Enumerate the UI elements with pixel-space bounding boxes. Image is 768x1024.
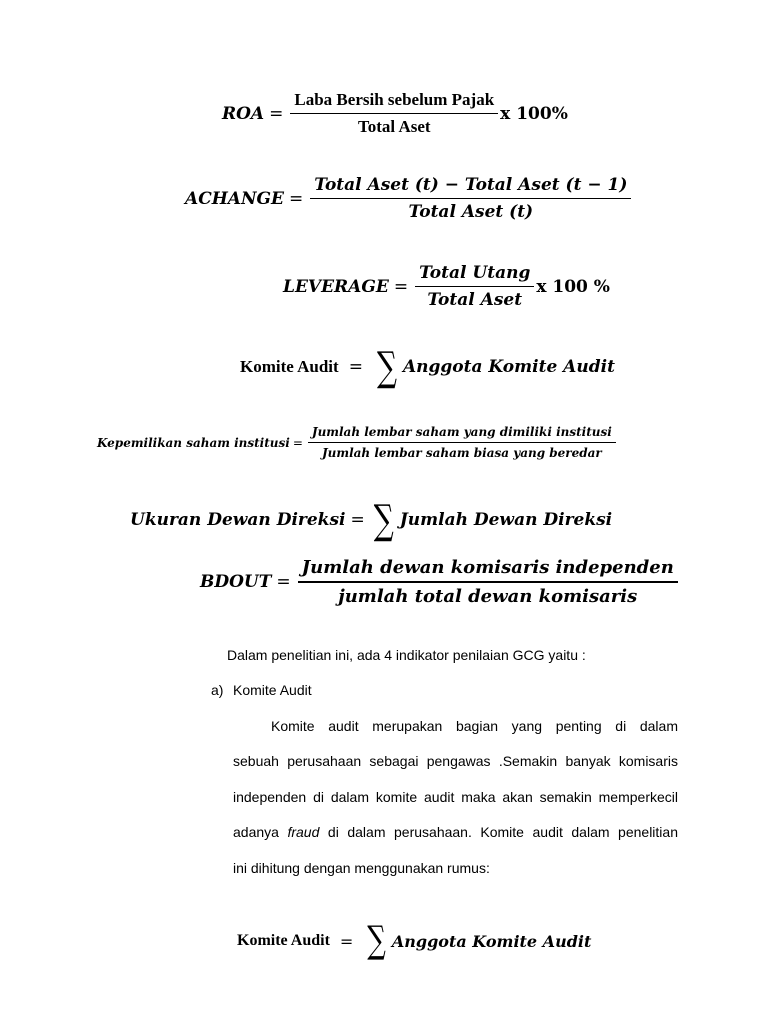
formula-komite-audit-bottom (237, 919, 592, 963)
leverage-denominator: Total Aset (415, 286, 534, 310)
paragraph-line-1-text: Komite audit merupakan bagian yang penting di dalam (271, 718, 678, 734)
achange-numerator: Total Aset (t) − Total Aset (t − 1) (314, 175, 628, 195)
formula-roa (222, 90, 568, 137)
roa-multiplier: x 100% (500, 103, 568, 124)
komite-bottom-lhs: Komite Audit (237, 932, 330, 949)
achange-eq: = (289, 188, 304, 209)
paragraph-line-5: ini dihitung dengan menggunakan rumus: (233, 860, 490, 876)
bdout-fraction (300, 557, 676, 607)
paragraph-line-4-pre: adanya (233, 824, 288, 840)
bdout-numerator: Jumlah dewan komisaris independen (301, 557, 674, 578)
leverage-eq: = (393, 276, 409, 297)
komite-bottom-rhs: Anggota Komite Audit (391, 931, 592, 951)
kepemilikan-fraction (310, 425, 614, 460)
achange-lhs: ACHANGE (185, 188, 284, 209)
komite-bottom-sigma-icon: ∑ (367, 919, 386, 963)
komite-top-lhs: Komite Audit (240, 356, 339, 376)
paragraph-line-2-text: sebuah perusahaan sebagai pengawas .Semakin banyak komisaris (233, 753, 678, 769)
komite-top-eq: = (348, 356, 363, 377)
komite-bottom-eq: = (339, 931, 354, 951)
formula-komite-audit-top (240, 342, 615, 391)
roa-fraction (292, 90, 496, 137)
kepemilikan-lhs: Kepemilikan saham institusi (97, 435, 290, 450)
achange-denominator: Total Aset (t) (310, 198, 631, 222)
paragraph-line-2 (233, 751, 678, 771)
roa-denominator: Total Aset (290, 113, 498, 137)
bdout-lhs: BDOUT (200, 572, 272, 592)
roa-lhs: ROA (222, 103, 265, 124)
ukuran-rhs: Jumlah Dewan Direksi (399, 509, 613, 530)
formula-leverage (283, 263, 610, 310)
ukuran-sigma-icon: ∑ (373, 495, 394, 544)
komite-top-sigma-icon: ∑ (376, 342, 397, 391)
achange-fraction (312, 175, 629, 222)
paragraph-line-4 (233, 822, 678, 842)
paragraph-line-3 (233, 787, 678, 807)
kepemilikan-eq: = (292, 435, 303, 450)
paragraph-line-1 (233, 716, 678, 736)
kepemilikan-numerator: Jumlah lembar saham yang dimiliki institusi (311, 425, 612, 439)
leverage-multiplier: x 100 % (536, 276, 610, 297)
leverage-lhs: LEVERAGE (283, 276, 389, 297)
intro-text: Dalam penelitian ini, ada 4 indikator penilaian GCG yaitu : (227, 647, 586, 663)
kepemilikan-denominator: Jumlah lembar saham biasa yang beredar (308, 442, 616, 460)
komite-top-rhs: Anggota Komite Audit (402, 356, 615, 377)
formula-bdout (200, 557, 680, 607)
paragraph-line-4-post: di dalam perusahaan. Komite audit dalam penelitian (319, 824, 678, 840)
formula-ukuran-dewan-direksi (130, 495, 613, 544)
list-item-marker: a) (211, 682, 224, 698)
formula-achange (185, 175, 633, 222)
bdout-denominator: jumlah total dewan komisaris (298, 581, 678, 607)
formula-kepemilikan (97, 425, 618, 460)
ukuran-eq: = (350, 509, 365, 530)
roa-eq: = (269, 103, 284, 124)
list-item-label: Komite Audit (233, 682, 312, 698)
paragraph-line-4-italic: fraud (287, 824, 320, 840)
paragraph-line-3-text: independen di dalam komite audit maka akan semakin memperkecil (233, 789, 678, 805)
bdout-eq: = (276, 572, 291, 592)
roa-numerator: Laba Bersih sebelum Pajak (294, 90, 495, 109)
ukuran-lhs: Ukuran Dewan Direksi (130, 509, 346, 530)
leverage-fraction (417, 263, 532, 310)
leverage-numerator: Total Utang (419, 263, 531, 283)
